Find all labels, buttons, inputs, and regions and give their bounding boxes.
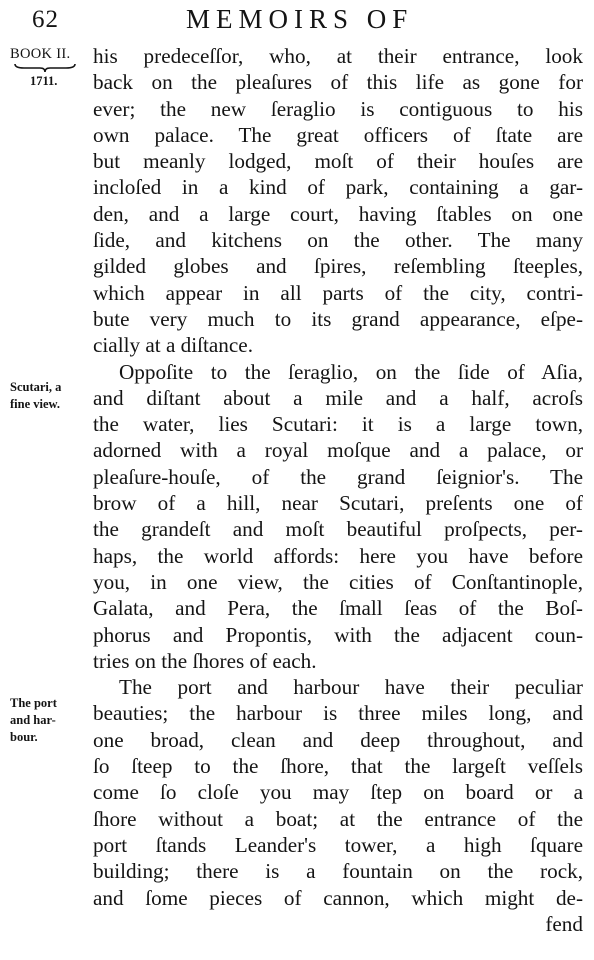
text-line: but meanly lodged, moſt of their houſes are xyxy=(93,149,583,174)
text-line: ſhore without a boat; at the entrance of the xyxy=(93,806,583,831)
running-title: MEMOIRS OF xyxy=(186,4,414,34)
text-line: the grandeſt and moſt beautiful proſpects, per- xyxy=(93,517,583,542)
text-line: brow of a hill, near Scutari, preſents one of xyxy=(93,491,583,516)
text-line: back on the pleaſures of this life as gone for xyxy=(93,70,583,95)
margin-note-line: and har- xyxy=(10,713,56,727)
text-line: building; there is a fountain on the rock, xyxy=(93,859,583,884)
text-line: incloſed in a kind of park, containing a gar- xyxy=(93,175,583,200)
text-line: his predeceſſor, who, at their entrance, look xyxy=(93,44,583,68)
margin-note-book xyxy=(10,46,90,90)
text-line: own palace. The great officers of ſtate are xyxy=(93,122,583,147)
text-line: Galata, and Pera, the ſmall ſeas of the Boſ- xyxy=(93,596,583,621)
page-header xyxy=(0,4,594,40)
catchword: fend xyxy=(545,911,583,936)
text-line: pleaſure-houſe, of the grand ſeignior's. The xyxy=(93,464,583,489)
text-line: and diſtant about a mile and a half, acroſs xyxy=(93,385,583,410)
text-line: gilded globes and ſpires, reſembling ſteeples, xyxy=(93,254,583,279)
text-line: come ſo cloſe you may ſtep on board or a xyxy=(93,780,583,805)
paragraph xyxy=(93,674,583,911)
text-line: ſo ſteep to the ſhore, that the largeſt veſſels xyxy=(93,754,583,779)
text-line: and ſome pieces of cannon, which might de- xyxy=(93,885,583,910)
margin-note-book-label: BOOK II. xyxy=(10,46,71,62)
text-line: ever; the new ſeraglio is contiguous to his xyxy=(93,96,583,121)
text-line: den, and a large court, having ſtables on one xyxy=(93,201,583,226)
body-text xyxy=(93,43,583,937)
margin-note-line: Scutari, a xyxy=(10,380,62,394)
paragraph xyxy=(93,359,583,675)
margin-note-scutari xyxy=(10,379,90,413)
text-line: which appear in all parts of the city, contri- xyxy=(93,280,583,305)
text-line: The port and harbour have their peculiar xyxy=(119,675,583,700)
text-line: haps, the world affords: here you have before xyxy=(93,543,583,568)
text-line: tries on the ſhores of each. xyxy=(93,648,317,673)
text-line: Oppoſite to the ſeraglio, on the ſide of Aſia, xyxy=(119,359,583,384)
paragraph xyxy=(93,43,583,359)
margin-note-line: fine view. xyxy=(10,397,60,411)
text-line: cially at a diſtance. xyxy=(93,333,254,358)
text-line: one broad, clean and deep throughout, and xyxy=(93,727,583,752)
page-number: 62 xyxy=(32,6,59,33)
margin-note-line: The port xyxy=(10,696,57,710)
curly-brace-icon xyxy=(14,63,76,73)
text-line: ſide, and kitchens on the other. The many xyxy=(93,228,583,253)
text-line: adorned with a royal moſque and a palace, or xyxy=(93,438,583,463)
text-line: you, in one view, the cities of Conſtantinople, xyxy=(93,569,583,594)
margin-note-year: 1711. xyxy=(30,74,58,88)
margin-note-line: bour. xyxy=(10,730,38,744)
text-line: port ſtands Leander's tower, a high ſquare xyxy=(93,832,583,857)
text-line: beauties; the harbour is three miles long, and xyxy=(93,701,583,726)
text-line: bute very much to its grand appearance, eſpe- xyxy=(93,306,583,331)
text-line: phorus and Propontis, with the adjacent coun- xyxy=(93,622,583,647)
margin-note-port xyxy=(10,695,90,746)
text-line: the water, lies Scutari: it is a large town, xyxy=(93,412,583,437)
